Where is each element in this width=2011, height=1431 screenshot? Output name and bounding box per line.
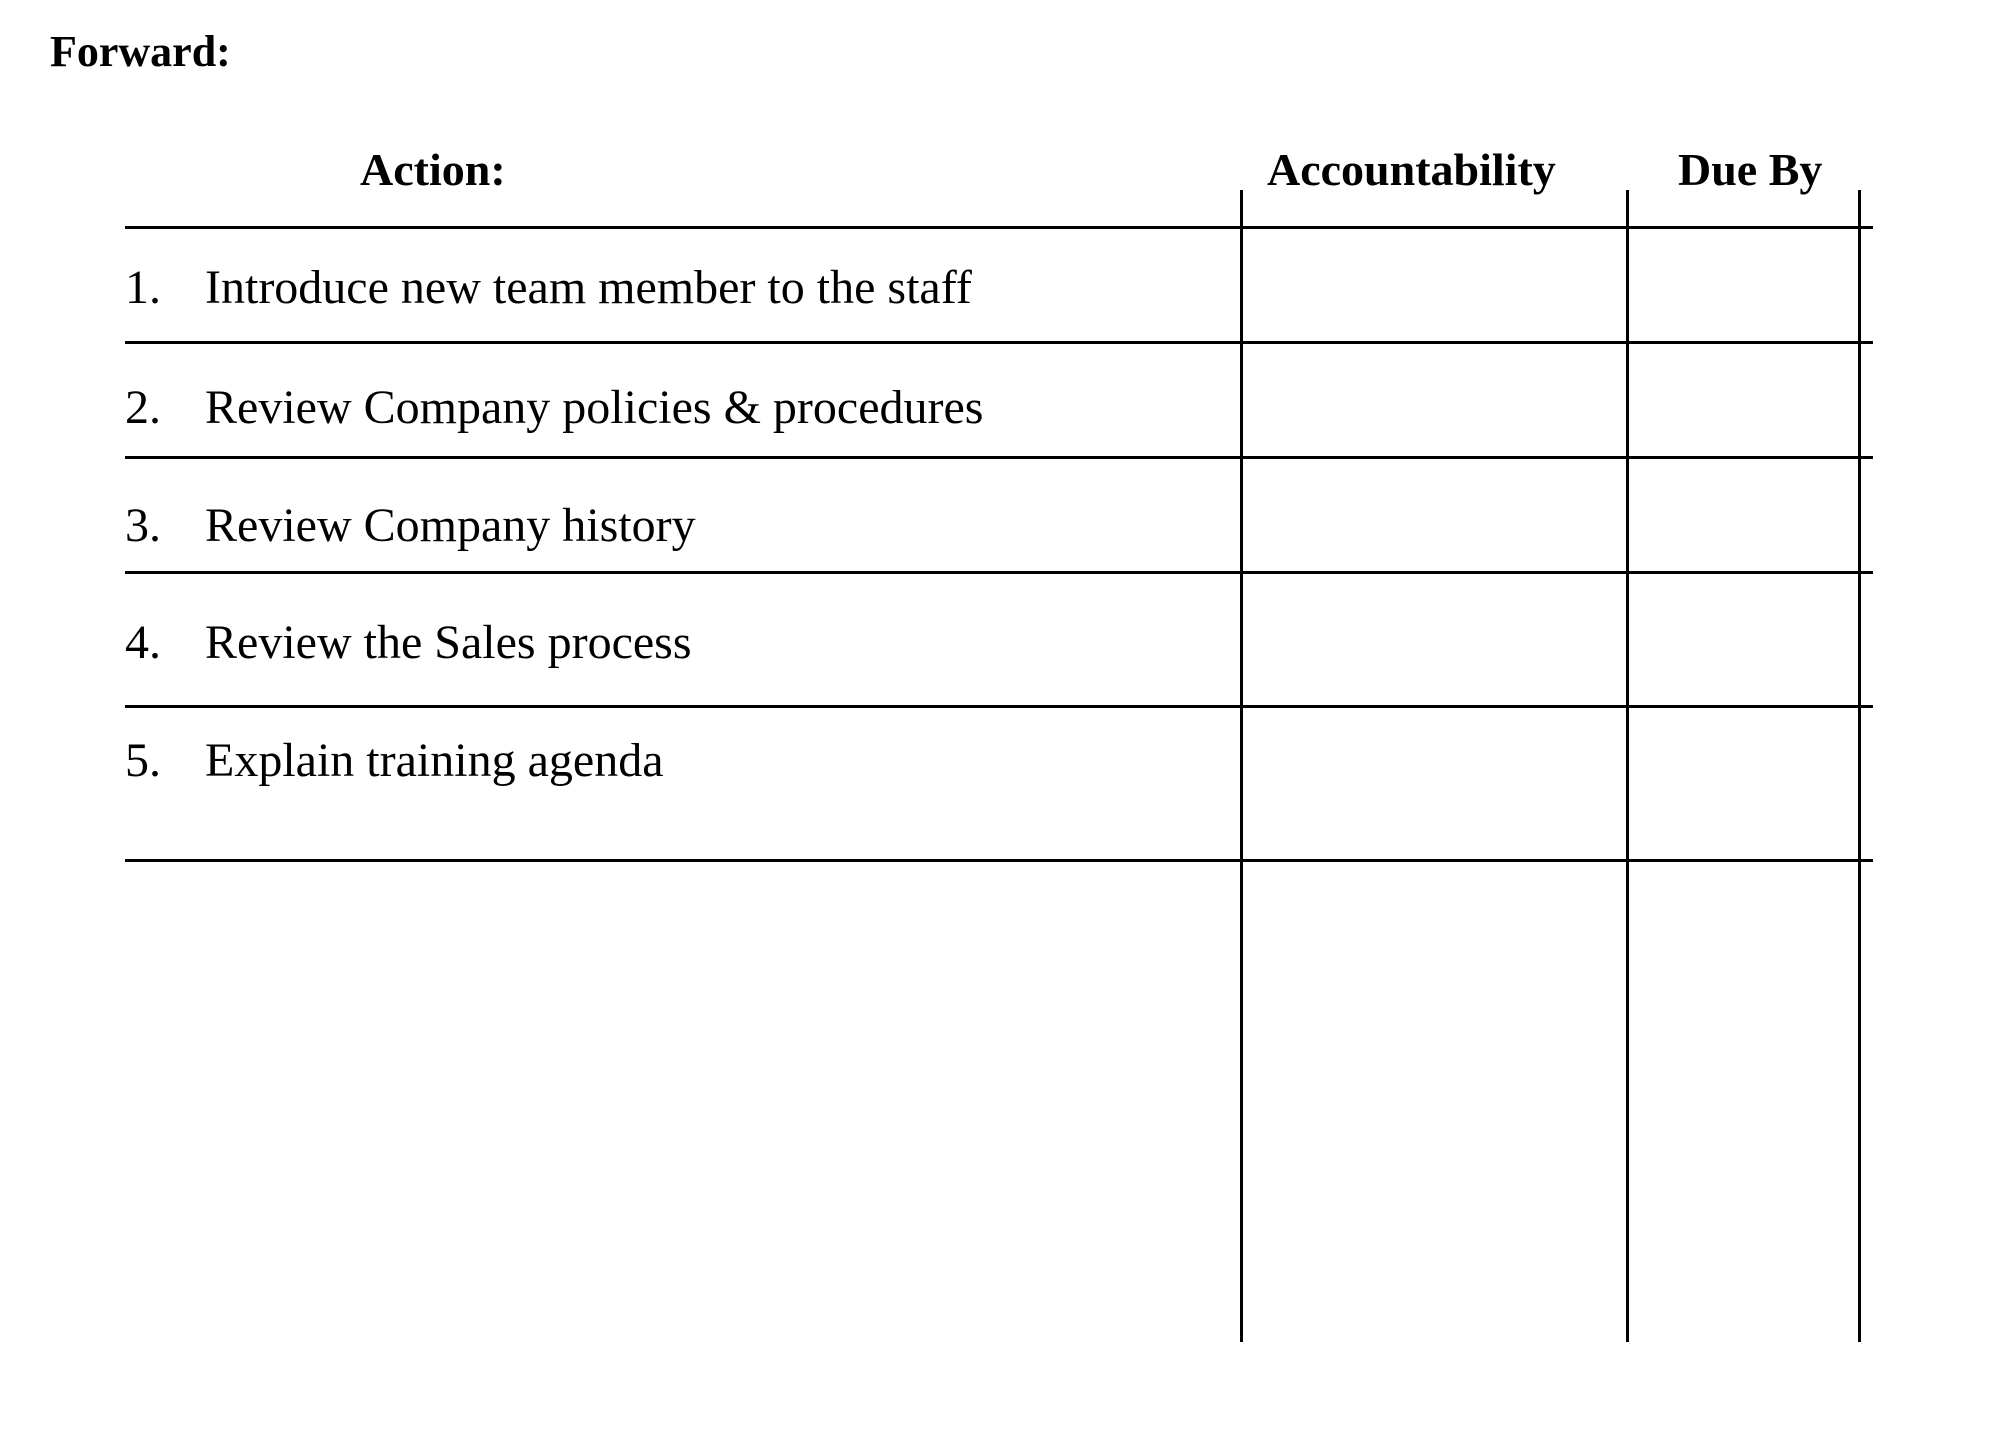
table-rule-row-4 — [125, 705, 1873, 708]
row-action-text: Introduce new team member to the staff — [205, 261, 972, 314]
column-divider-accountability — [1240, 190, 1243, 1342]
row-number: 5. — [125, 734, 161, 787]
row-action-text: Review Company history — [205, 499, 696, 552]
table-row — [125, 731, 664, 791]
row-number: 3. — [125, 499, 161, 552]
column-header-action: Action: — [360, 144, 506, 195]
table-row — [125, 496, 696, 556]
table-rule-row-5 — [125, 859, 1873, 862]
row-action-text: Review Company policies & procedures — [205, 381, 984, 434]
table-row — [125, 258, 972, 318]
row-number: 1. — [125, 261, 161, 314]
row-number: 4. — [125, 616, 161, 669]
table-row — [125, 613, 692, 673]
row-number: 2. — [125, 381, 161, 434]
table-row — [125, 378, 983, 438]
column-header-due-by: Due By — [1678, 144, 1823, 195]
table-rule-row-2 — [125, 456, 1873, 459]
row-action-text: Explain training agenda — [205, 734, 664, 787]
column-divider-right-edge — [1858, 190, 1861, 1342]
row-action-text: Review the Sales process — [205, 616, 692, 669]
column-divider-due-by — [1626, 190, 1629, 1342]
page-title: Forward: — [50, 27, 231, 76]
column-header-accountability: Accountability — [1267, 144, 1556, 195]
table-rule-row-3 — [125, 571, 1873, 574]
table-rule-row-1 — [125, 341, 1873, 344]
table-rule-header — [125, 226, 1873, 229]
